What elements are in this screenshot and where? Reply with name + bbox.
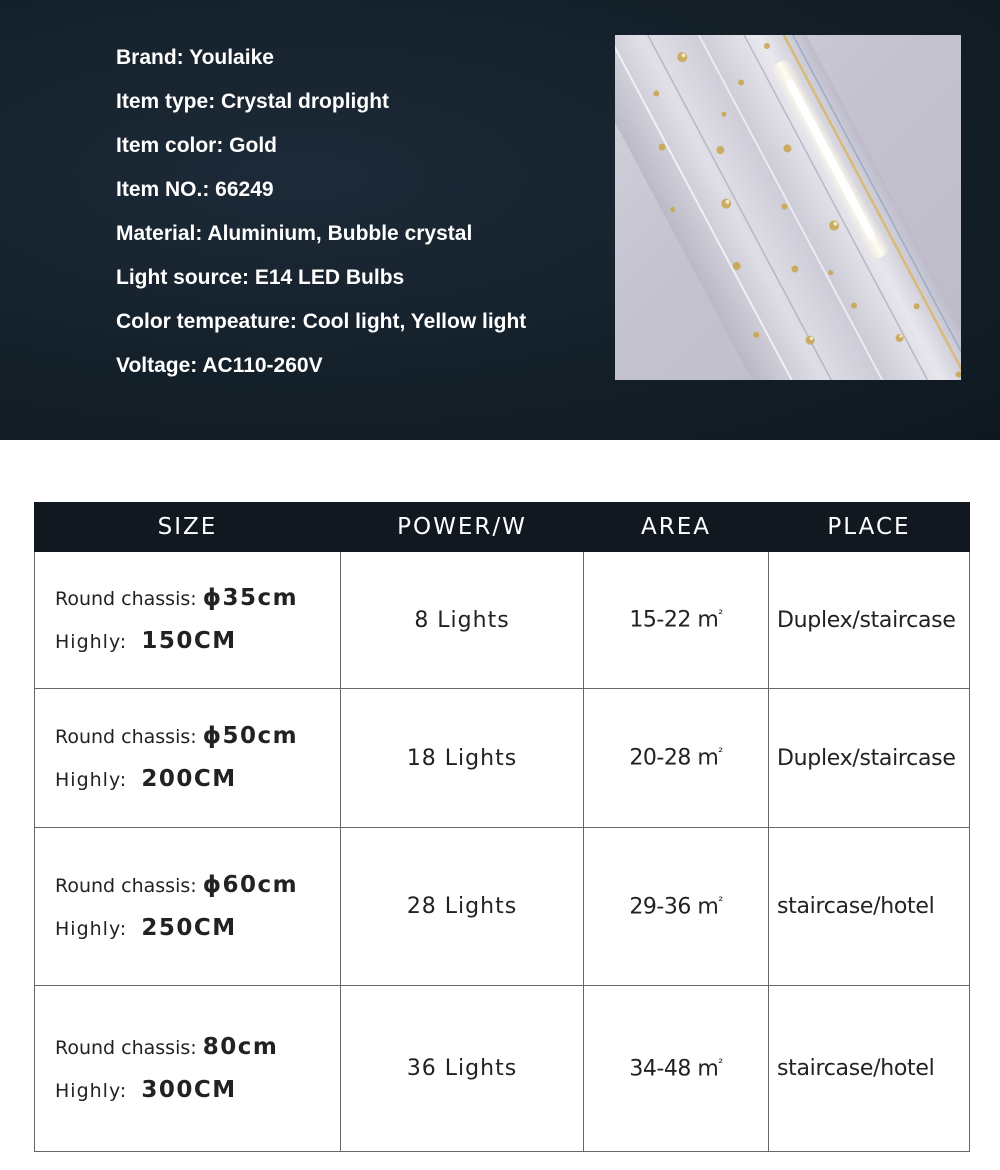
chassis-value: 80cm: [202, 1033, 279, 1060]
area-cell: [584, 689, 769, 828]
chassis-value: ϕ60cm: [202, 871, 299, 898]
size-cell: [35, 689, 341, 828]
chassis-value: ϕ35cm: [202, 585, 299, 611]
height-value: 150CM: [141, 628, 237, 654]
power-cell: 8 Lights: [341, 552, 584, 689]
area-unit-sup: ²: [718, 1055, 723, 1070]
height-label: Highly:: [55, 631, 128, 653]
chassis-label: Round chassis:: [55, 726, 197, 748]
height-label: Highly:: [55, 769, 128, 791]
spec-banner: [0, 0, 1000, 440]
header-place: PLACE: [769, 503, 970, 552]
spec-list: [116, 40, 526, 392]
table-row: [35, 986, 970, 1152]
area-unit-sup: ²: [718, 607, 723, 622]
area-unit-sup: ²: [718, 745, 723, 760]
product-photo: [615, 35, 961, 380]
area-value: 29-36 m: [629, 894, 719, 920]
area-cell: [584, 986, 769, 1152]
height-label: Highly:: [55, 1079, 128, 1102]
spec-table: [34, 502, 970, 1152]
power-cell: 28 Lights: [341, 828, 584, 986]
area-cell: [584, 552, 769, 689]
spec-item-no: Item NO.: 66249: [116, 178, 274, 201]
chassis-label: Round chassis:: [55, 874, 197, 897]
power-cell: 36 Lights: [341, 986, 584, 1152]
table-header-row: [35, 503, 970, 552]
place-cell: staircase/hotel: [769, 986, 970, 1152]
crystal-tube-image: [615, 35, 961, 380]
spec-material: Material: Aluminium, Bubble crystal: [116, 222, 473, 245]
header-size: SIZE: [35, 503, 341, 552]
spec-item-color: Item color: Gold: [116, 134, 278, 157]
height-value: 200CM: [141, 766, 237, 792]
height-value: 300CM: [141, 1076, 237, 1103]
place-cell: Duplex/staircase: [769, 689, 970, 828]
area-cell: [584, 828, 769, 986]
area-unit-sup: ²: [718, 893, 723, 908]
chassis-label: Round chassis:: [55, 1036, 197, 1059]
spec-light-source: Light source: E14 LED Bulbs: [116, 266, 405, 289]
area-value: 34-48 m: [629, 1056, 719, 1082]
height-value: 250CM: [141, 914, 237, 941]
chassis-value: ϕ50cm: [202, 723, 299, 749]
area-value: 20-28 m: [629, 745, 719, 771]
power-cell: 18 Lights: [341, 689, 584, 828]
size-cell: [35, 552, 341, 689]
table-row: [35, 828, 970, 986]
header-area: AREA: [584, 503, 769, 552]
chassis-label: Round chassis:: [55, 588, 197, 610]
header-power: POWER/W: [341, 503, 584, 552]
spec-color-temperature: Color tempeature: Cool light, Yellow light: [116, 310, 527, 333]
place-cell: staircase/hotel: [769, 828, 970, 986]
table-row: [35, 552, 970, 689]
table-row: [35, 689, 970, 828]
spec-voltage: Voltage: AC110-260V: [116, 354, 323, 377]
size-cell: [35, 828, 341, 986]
area-value: 15-22 m: [629, 607, 719, 633]
spec-item-type: Item type: Crystal droplight: [116, 90, 390, 113]
spec-brand: Brand: Youlaike: [116, 46, 274, 69]
size-cell: [35, 986, 341, 1152]
height-label: Highly:: [55, 917, 128, 940]
place-cell: Duplex/staircase: [769, 552, 970, 689]
